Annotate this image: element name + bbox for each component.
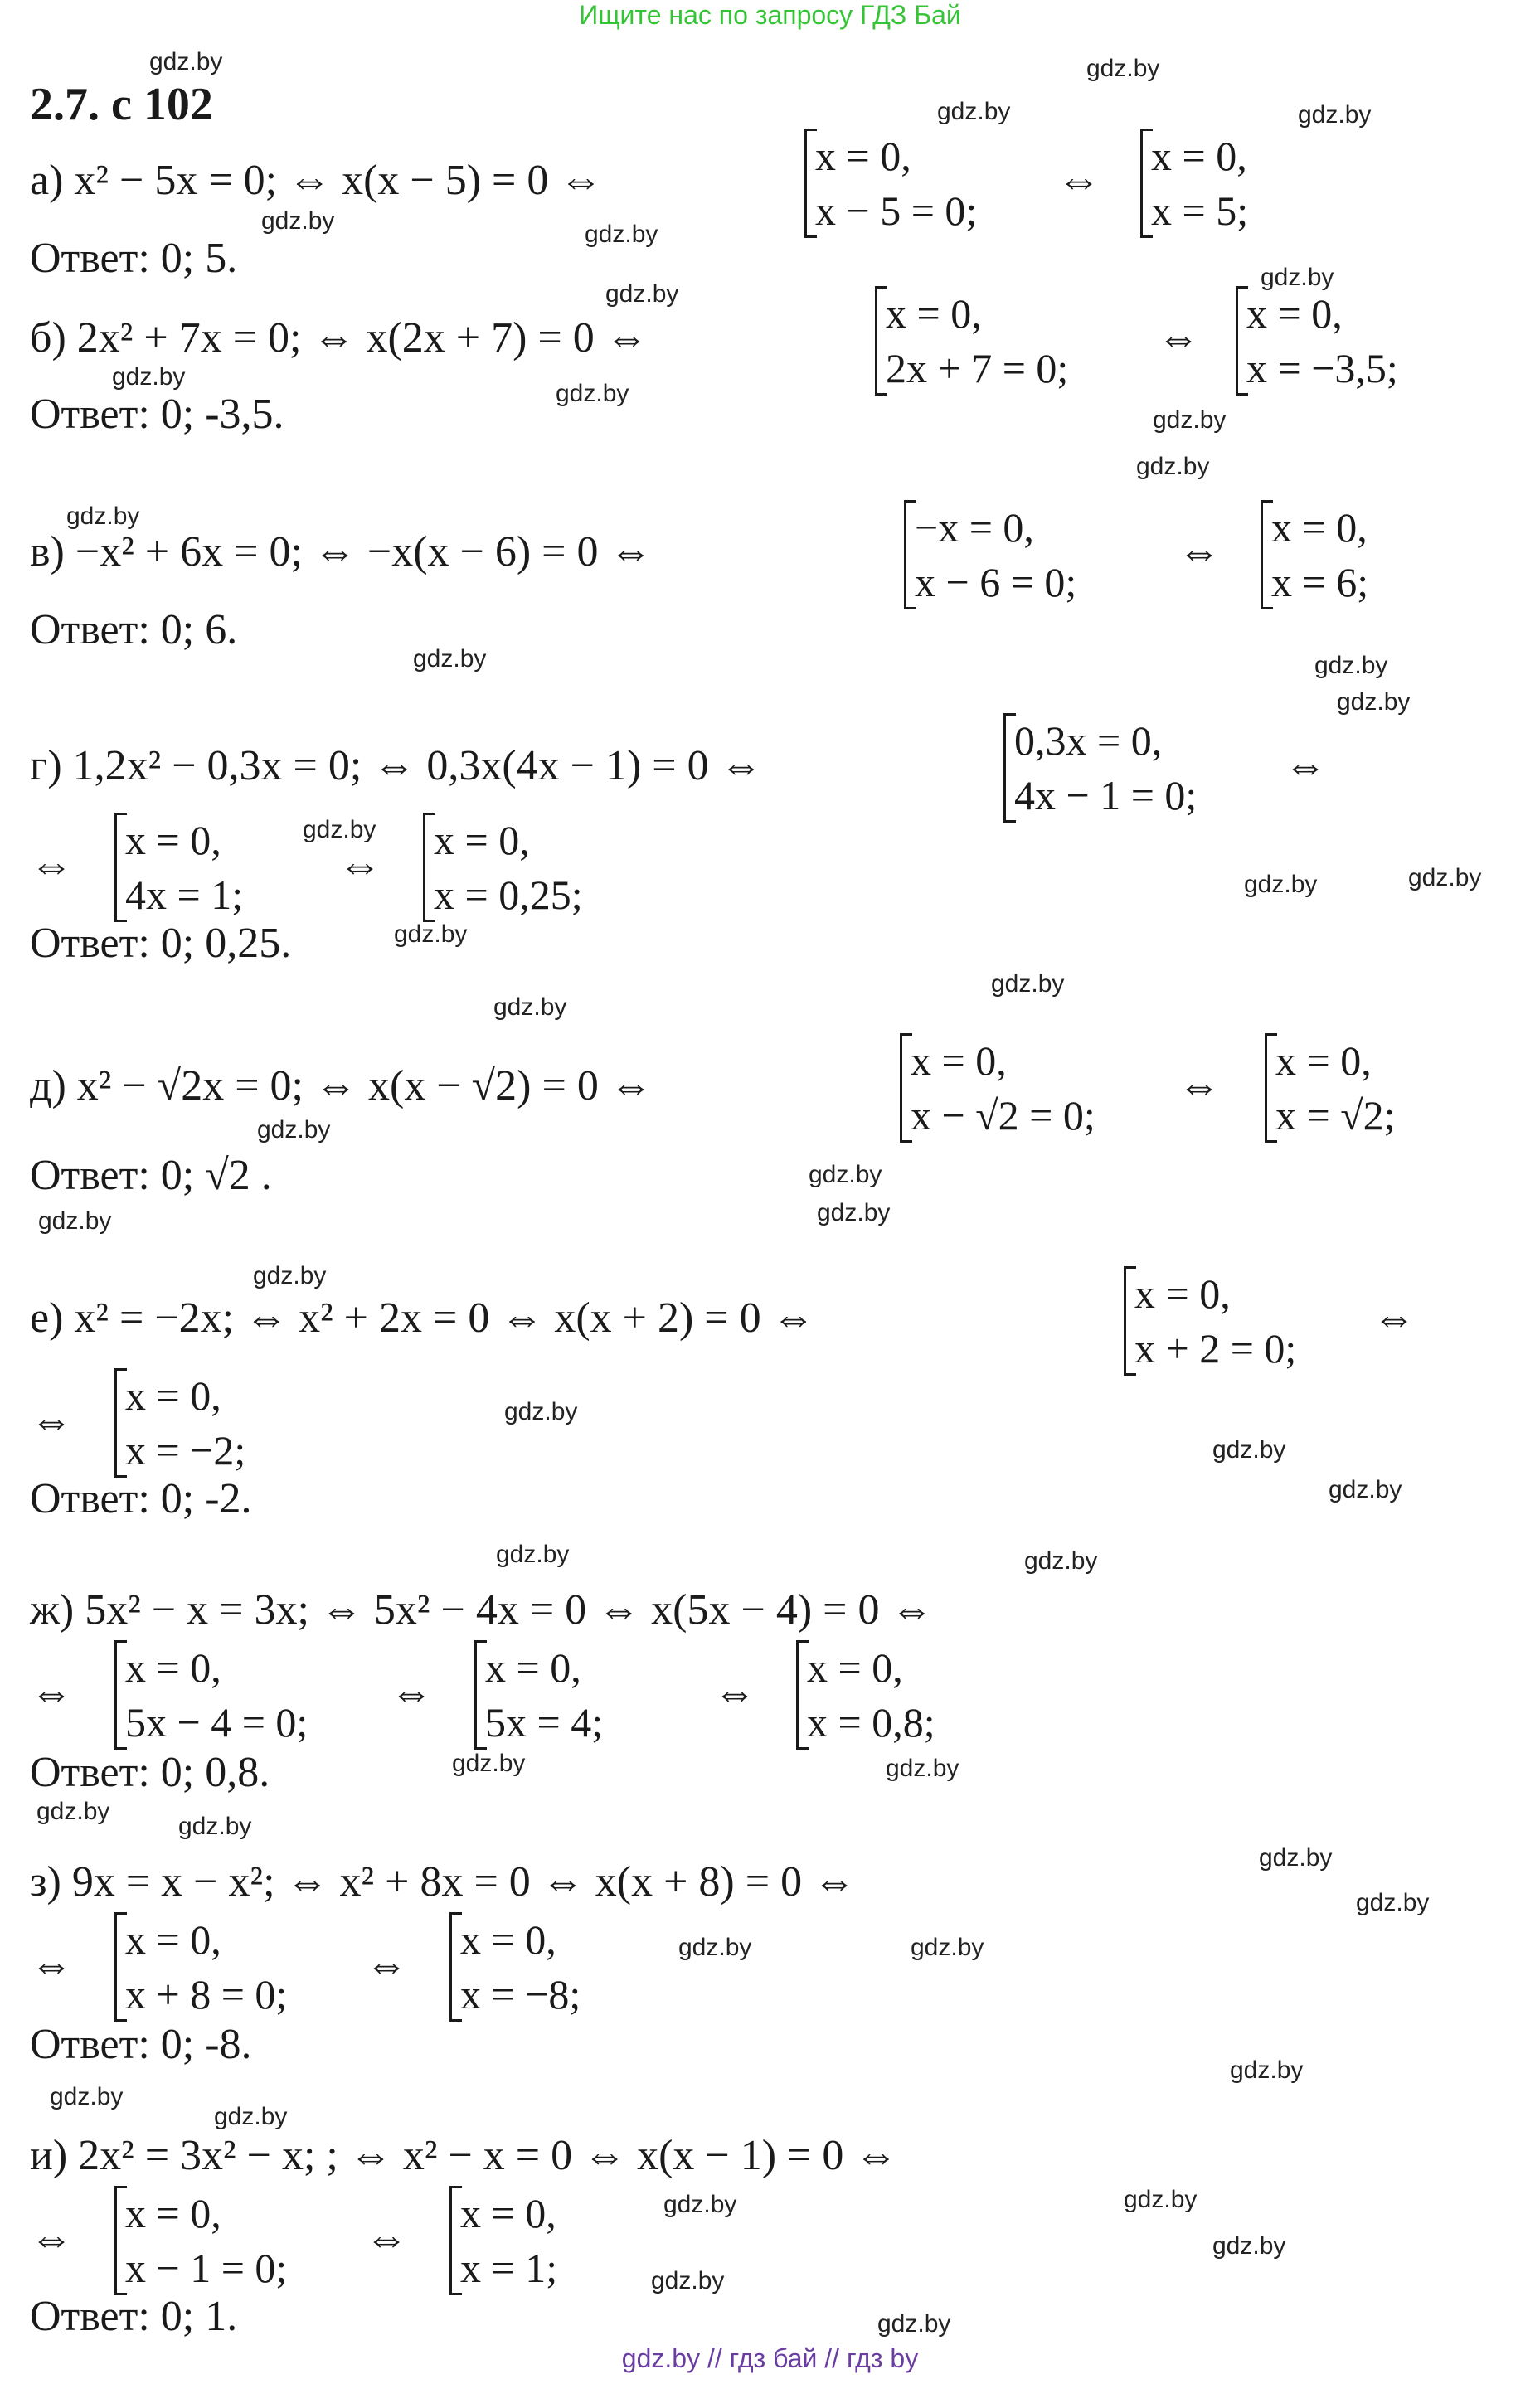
problem-zh-equiv-start: ⇔ bbox=[30, 1669, 73, 1716]
watermark: gdz.by bbox=[663, 2191, 737, 2218]
problem-g-equiv-start: ⇔ bbox=[30, 842, 73, 889]
problem-e-equation: е) x² = −2x; ⇔ x² + 2x = 0 ⇔ x(x + 2) = 0 ⇔ bbox=[30, 1294, 815, 1342]
problem-v-equiv: ⇔ bbox=[1178, 528, 1221, 575]
watermark: gdz.by bbox=[1337, 688, 1411, 716]
watermark: gdz.by bbox=[36, 1798, 110, 1825]
problem-i-system-1: x = 0, x − 1 = 0; bbox=[114, 2186, 287, 2295]
banner-top: Ищите нас по запросу ГДЗ Бай bbox=[579, 0, 961, 30]
watermark: gdz.by bbox=[817, 1199, 891, 1226]
watermark: gdz.by bbox=[452, 1750, 526, 1777]
watermark: gdz.by bbox=[1124, 2186, 1198, 2213]
problem-zh-system-1: x = 0, 5x − 4 = 0; bbox=[114, 1640, 308, 1750]
watermark: gdz.by bbox=[504, 1398, 578, 1425]
watermark: gdz.by bbox=[38, 1207, 112, 1235]
exercise-heading: 2.7. с 102 bbox=[30, 79, 213, 130]
problem-i-answer: Ответ: 0; 1. bbox=[30, 2293, 238, 2340]
problem-zh-system-2: x = 0, 5x = 4; bbox=[474, 1640, 603, 1750]
problem-zh-equiv: ⇔ bbox=[390, 1669, 433, 1716]
problem-g-system-2: x = 0, 4x = 1; bbox=[114, 813, 243, 922]
problem-z-equation: з) 9x = x − x²; ⇔ x² + 8x = 0 ⇔ x(x + 8) = 0 ⇔ bbox=[30, 1858, 857, 1906]
watermark: gdz.by bbox=[261, 207, 335, 235]
problem-e-equiv-start: ⇔ bbox=[30, 1397, 73, 1444]
watermark: gdz.by bbox=[1329, 1476, 1402, 1503]
problem-z-equiv: ⇔ bbox=[365, 1941, 408, 1988]
watermark: gdz.by bbox=[585, 221, 658, 248]
problem-b-system-1: x = 0, 2x + 7 = 0; bbox=[875, 286, 1068, 396]
watermark: gdz.by bbox=[1408, 864, 1482, 891]
watermark: gdz.by bbox=[1086, 55, 1160, 82]
problem-i-system-2: x = 0, x = 1; bbox=[449, 2186, 557, 2295]
watermark: gdz.by bbox=[937, 98, 1011, 125]
problem-g-equiv-2: ⇔ bbox=[338, 842, 381, 889]
problem-z-system-2: x = 0, x = −8; bbox=[449, 1912, 581, 2022]
problem-a-system-1: x = 0, x − 5 = 0; bbox=[804, 129, 977, 238]
problem-zh-answer: Ответ: 0; 0,8. bbox=[30, 1749, 270, 1796]
watermark: gdz.by bbox=[178, 1813, 252, 1840]
watermark: gdz.by bbox=[678, 1934, 752, 1961]
problem-zh-equation: ж) 5x² − x = 3x; ⇔ 5x² − 4x = 0 ⇔ x(5x − 4) = 0 ⇔ bbox=[30, 1586, 934, 1634]
problem-zh-equiv-2: ⇔ bbox=[713, 1669, 756, 1716]
watermark: gdz.by bbox=[1153, 406, 1227, 434]
watermark: gdz.by bbox=[886, 1755, 959, 1782]
watermark: gdz.by bbox=[112, 363, 186, 391]
watermark: gdz.by bbox=[496, 1541, 570, 1568]
watermark: gdz.by bbox=[1356, 1889, 1430, 1916]
problem-g-system-3: x = 0, x = 0,25; bbox=[423, 813, 583, 922]
problem-b-answer: Ответ: 0; -3,5. bbox=[30, 391, 284, 438]
watermark: gdz.by bbox=[1136, 453, 1210, 480]
problem-a-answer: Ответ: 0; 5. bbox=[30, 235, 238, 282]
problem-g-equation: г) 1,2x² − 0,3x = 0; ⇔ 0,3x(4x − 1) = 0 ⇔ bbox=[30, 742, 763, 789]
problem-g-equiv: ⇔ bbox=[1284, 742, 1327, 789]
problem-a-system-2: x = 0, x = 5; bbox=[1140, 129, 1248, 238]
problem-d-equiv: ⇔ bbox=[1178, 1062, 1221, 1109]
watermark: gdz.by bbox=[149, 48, 223, 75]
watermark: gdz.by bbox=[877, 2310, 951, 2338]
watermark: gdz.by bbox=[303, 816, 376, 843]
banner-bottom: gdz.by // гдз бай // гдз by bbox=[621, 2343, 919, 2373]
watermark: gdz.by bbox=[413, 645, 487, 672]
watermark: gdz.by bbox=[1298, 101, 1372, 129]
watermark: gdz.by bbox=[651, 2267, 725, 2294]
problem-v-answer: Ответ: 0; 6. bbox=[30, 606, 238, 653]
watermark: gdz.by bbox=[1212, 2232, 1286, 2260]
watermark: gdz.by bbox=[1259, 1844, 1333, 1872]
watermark: gdz.by bbox=[911, 1934, 984, 1961]
problem-a-equiv: ⇔ bbox=[1057, 157, 1100, 204]
problem-d-answer: Ответ: 0; √2 . bbox=[30, 1152, 272, 1199]
problem-z-equiv-start: ⇔ bbox=[30, 1941, 73, 1988]
problem-d-system-1: x = 0, x − √2 = 0; bbox=[900, 1033, 1095, 1143]
problem-b-system-2: x = 0, x = −3,5; bbox=[1236, 286, 1398, 396]
watermark: gdz.by bbox=[257, 1116, 331, 1143]
watermark: gdz.by bbox=[809, 1161, 882, 1188]
watermark: gdz.by bbox=[1212, 1436, 1286, 1464]
problem-d-equation: д) x² − √2x = 0; ⇔ x(x − √2) = 0 ⇔ bbox=[30, 1062, 653, 1109]
problem-a-equation: а) x² − 5x = 0; ⇔ x(x − 5) = 0 ⇔ bbox=[30, 157, 603, 204]
problem-e-system-1: x = 0, x + 2 = 0; bbox=[1124, 1266, 1296, 1376]
problem-g-answer: Ответ: 0; 0,25. bbox=[30, 920, 292, 967]
problem-e-answer: Ответ: 0; -2. bbox=[30, 1475, 252, 1522]
problem-z-system-1: x = 0, x + 8 = 0; bbox=[114, 1912, 287, 2022]
watermark: gdz.by bbox=[394, 920, 468, 948]
watermark: gdz.by bbox=[991, 970, 1065, 998]
problem-i-equiv-start: ⇔ bbox=[30, 2215, 73, 2262]
watermark: gdz.by bbox=[1024, 1547, 1098, 1575]
problem-i-equiv: ⇔ bbox=[365, 2215, 408, 2262]
problem-b-equiv: ⇔ bbox=[1157, 314, 1200, 362]
watermark: gdz.by bbox=[66, 503, 140, 530]
problem-z-answer: Ответ: 0; -8. bbox=[30, 2021, 252, 2068]
problem-e-equiv: ⇔ bbox=[1372, 1294, 1416, 1342]
watermark: gdz.by bbox=[1244, 871, 1318, 898]
problem-i-equation: и) 2x² = 3x² − x; ; ⇔ x² − x = 0 ⇔ x(x − 1) = 0 ⇔ bbox=[30, 2132, 898, 2179]
watermark: gdz.by bbox=[1314, 652, 1388, 679]
problem-v-system-2: x = 0, x = 6; bbox=[1261, 500, 1368, 609]
problem-b-equation: б) 2x² + 7x = 0; ⇔ x(2x + 7) = 0 ⇔ bbox=[30, 314, 649, 362]
problem-v-equation: в) −x² + 6x = 0; ⇔ −x(x − 6) = 0 ⇔ bbox=[30, 528, 653, 575]
problem-v-system-1: −x = 0, x − 6 = 0; bbox=[904, 500, 1076, 609]
problem-g-system-1: 0,3x = 0, 4x − 1 = 0; bbox=[1003, 713, 1197, 823]
watermark: gdz.by bbox=[214, 2103, 288, 2130]
problem-e-system-2: x = 0, x = −2; bbox=[114, 1368, 245, 1478]
watermark: gdz.by bbox=[493, 993, 567, 1021]
problem-zh-system-3: x = 0, x = 0,8; bbox=[796, 1640, 935, 1750]
watermark: gdz.by bbox=[556, 380, 629, 407]
watermark: gdz.by bbox=[50, 2083, 124, 2110]
watermark: gdz.by bbox=[605, 280, 679, 308]
watermark: gdz.by bbox=[1230, 2056, 1304, 2084]
watermark: gdz.by bbox=[253, 1262, 327, 1289]
watermark: gdz.by bbox=[1261, 264, 1334, 291]
problem-d-system-2: x = 0, x = √2; bbox=[1265, 1033, 1396, 1143]
